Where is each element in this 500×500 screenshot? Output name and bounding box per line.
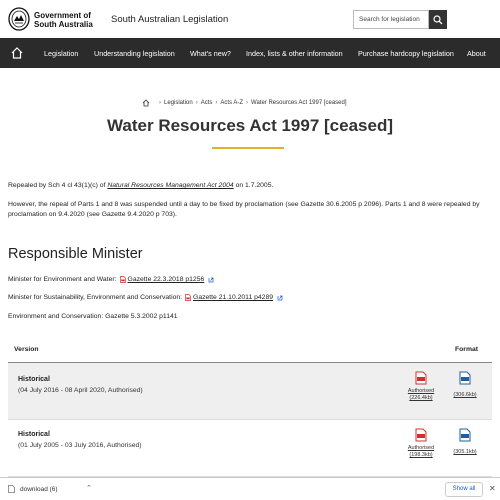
- chevron-right-icon: ›: [195, 100, 198, 106]
- breadcrumb: [142, 99, 347, 107]
- government-name[interactable]: [34, 11, 93, 29]
- pdf-icon: [185, 294, 191, 301]
- pdf-download[interactable]: [401, 371, 441, 402]
- download-bar: [0, 477, 500, 500]
- download-filename: download (6): [20, 485, 58, 493]
- gazette-link[interactable]: Gazette 21.10.2011 p4289: [193, 294, 274, 301]
- minister-entry: [8, 294, 283, 301]
- pdf-size: (198.3kb): [409, 452, 433, 458]
- nav-item-legislation[interactable]: Legislation: [44, 49, 79, 58]
- pdf-size: (226.4kb): [409, 395, 433, 401]
- page-title: Water Resources Act 1997 [ceased]: [107, 116, 393, 135]
- site-title[interactable]: South Australian Legislation: [111, 14, 229, 25]
- nav-item-whats-new[interactable]: What's new?: [190, 49, 231, 58]
- close-icon[interactable]: ✕: [489, 484, 496, 493]
- pdf-label: Authorised: [407, 388, 435, 394]
- breadcrumb-acts-a-z[interactable]: Acts A-Z: [220, 100, 244, 106]
- version-title: Historical: [18, 431, 50, 438]
- show-all-button[interactable]: Show all: [445, 482, 483, 497]
- pdf-file-icon: [415, 371, 427, 385]
- repealing-act-link[interactable]: Natural Resources Management Act 2004: [107, 182, 234, 189]
- breadcrumb-acts[interactable]: Acts: [200, 100, 213, 106]
- breadcrumb-current: Water Resources Act 1997 [ceased]: [251, 100, 347, 106]
- title-divider: [212, 147, 284, 149]
- search-icon: [433, 15, 443, 25]
- version-dates: (01 July 2005 - 03 July 2016, Authorised): [18, 442, 142, 449]
- chevron-up-icon[interactable]: ⌃: [86, 485, 92, 492]
- breadcrumb-legislation[interactable]: Legislation: [164, 100, 193, 106]
- pdf-download[interactable]: [401, 428, 441, 459]
- minister-title: Minister for Environment and Water:: [8, 276, 117, 283]
- external-link-icon: [208, 277, 214, 283]
- home-button[interactable]: [8, 44, 26, 62]
- rtf-size: (306.6kb): [453, 392, 477, 398]
- nav-item-about[interactable]: About: [467, 49, 486, 58]
- rtf-download[interactable]: [448, 371, 482, 399]
- gazette-link[interactable]: Gazette 22.3.2018 p1256: [127, 276, 205, 283]
- chevron-right-icon: ›: [246, 100, 249, 106]
- nav-item-understanding-legislation[interactable]: Understanding legislation: [94, 49, 175, 58]
- chevron-right-icon: ›: [159, 100, 161, 106]
- rtf-download[interactable]: [448, 428, 482, 456]
- repeal-note: [8, 181, 488, 191]
- rtf-size: (305.1kb): [453, 449, 477, 455]
- repeal-details: However, the repeal of Parts 1 and 8 was suspended until a day to be fixed by proclamation (see Gazette 30.6.2005 p 2096). Parts 1 and 8 were repealed by proclamation on 9.4.2020 (see Gazette 9.4.2020 p 703).: [8, 201, 480, 218]
- repeal-suffix: on 1.7.2005.: [233, 182, 274, 189]
- pdf-label: Authorised: [407, 445, 435, 451]
- search-input[interactable]: Search for legislation: [353, 10, 429, 29]
- government-crest-logo[interactable]: [8, 7, 30, 31]
- chevron-right-icon: ›: [215, 100, 218, 106]
- responsible-minister-heading: Responsible Minister: [8, 246, 143, 262]
- minister-entry: [8, 276, 214, 283]
- nav-item-purchase-hardcopy[interactable]: Purchase hardcopy legislation: [358, 49, 454, 58]
- version-title: Historical: [18, 376, 50, 383]
- pdf-icon: [120, 276, 126, 283]
- column-format: Format: [455, 346, 479, 353]
- rtf-file-icon: [459, 428, 471, 442]
- minister-history-entry: Environment and Conservation: Gazette 5.3.2002 p1141: [8, 313, 178, 320]
- download-item[interactable]: [8, 485, 58, 493]
- external-link-icon: [277, 295, 283, 301]
- home-icon[interactable]: [142, 99, 150, 107]
- file-icon: [8, 485, 15, 493]
- nav-item-index-lists[interactable]: Index, lists & other information: [246, 49, 343, 58]
- minister-title: Minister for Sustainability, Environment and Conservation:: [8, 294, 183, 301]
- repeal-prefix: Repealed by Sch 4 cl 43(1)(c) of: [8, 182, 108, 189]
- main-nav: [0, 38, 500, 68]
- gov-line2: South Australia: [34, 20, 93, 29]
- search-button[interactable]: [429, 10, 447, 29]
- gov-line1: Government of: [34, 11, 91, 20]
- table-row: [8, 420, 492, 477]
- home-icon: [10, 46, 24, 60]
- rtf-file-icon: [459, 371, 471, 385]
- column-version: Version: [14, 346, 39, 353]
- pdf-file-icon: [415, 428, 427, 442]
- table-row: [8, 363, 492, 420]
- site-header: [0, 0, 500, 38]
- version-dates: (04 July 2016 - 08 April 2020, Authorised): [18, 387, 143, 394]
- versions-table-header: [8, 338, 492, 363]
